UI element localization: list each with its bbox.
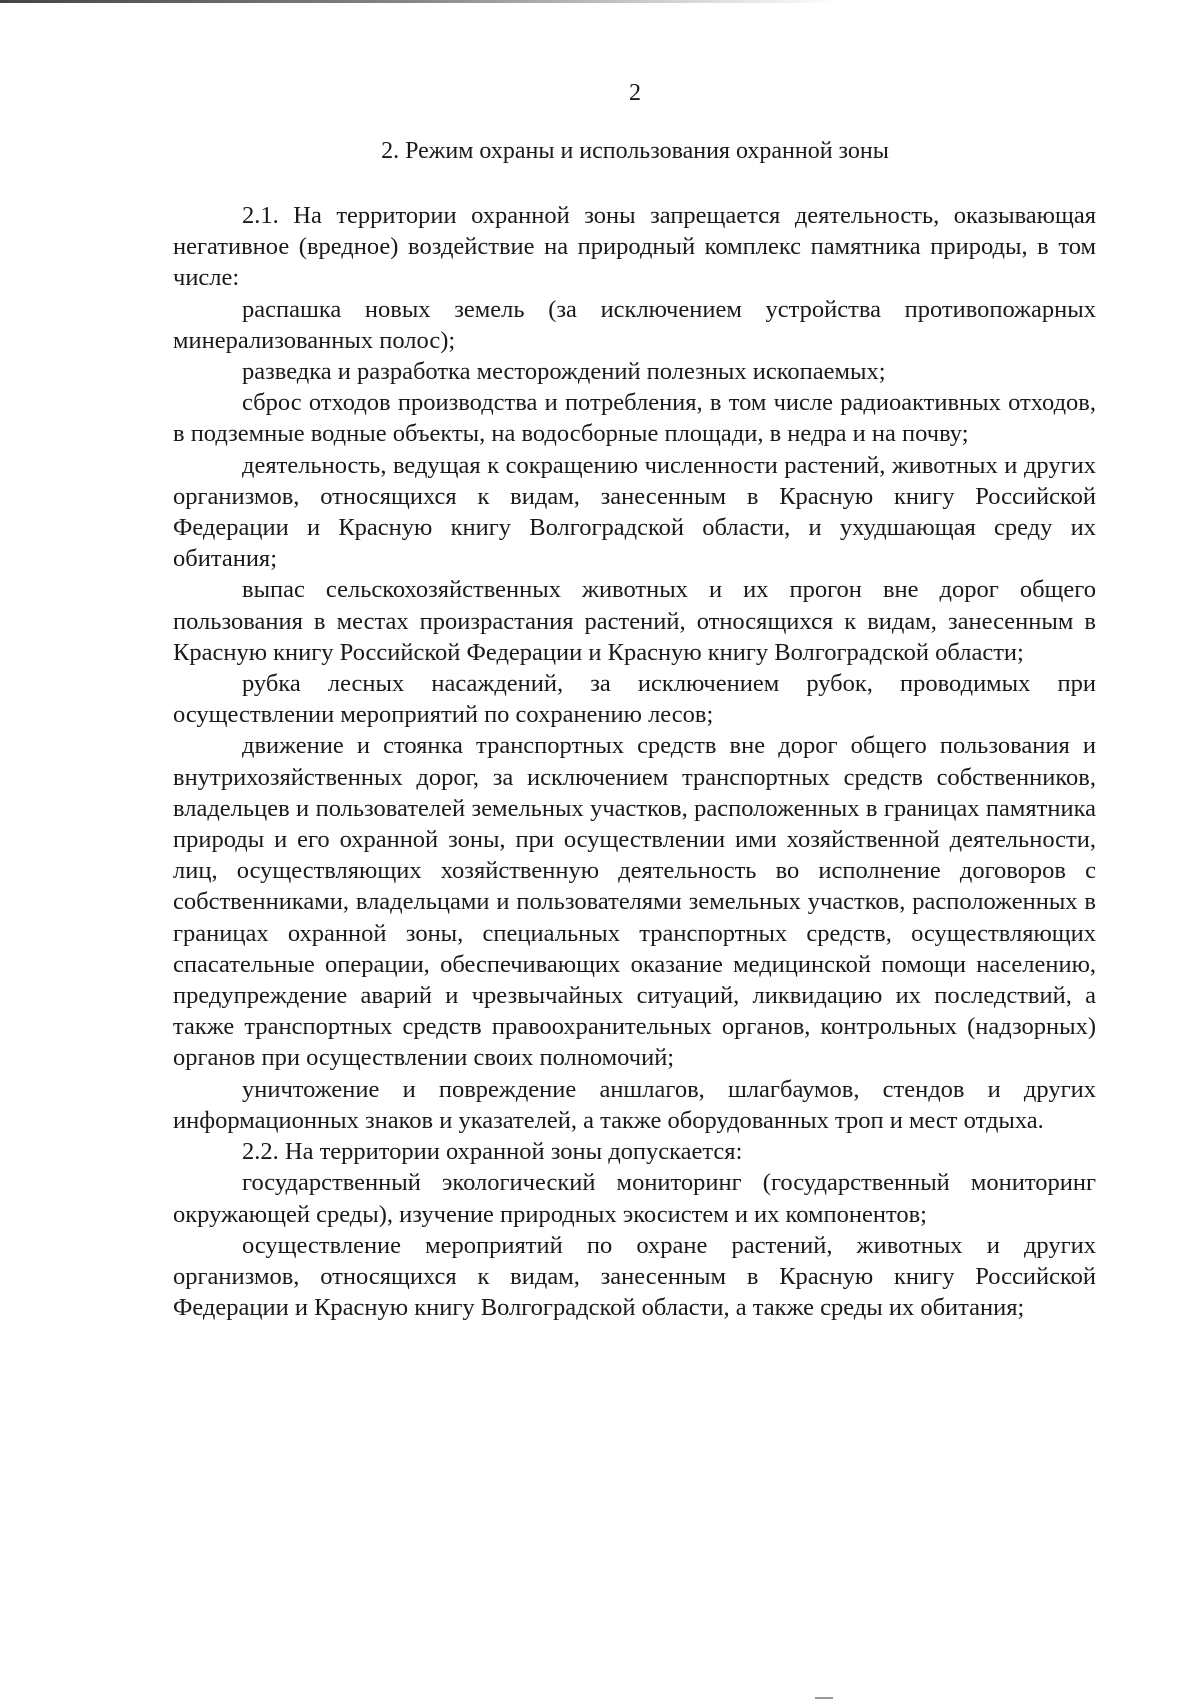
paragraph-species-reduction: деятельность, ведущая к сокращению численности растений, животных и других организмов, относящихся к видам, занесенным в Красную книгу Российской Федерации и Красную книгу Волгоградской области, и ухудшающая среду их обитания; (173, 451, 1096, 573)
paragraph-mining: разведка и разработка месторождений полезных ископаемых; (242, 358, 886, 386)
scan-artifact-mark (815, 1697, 833, 1699)
paragraph-monitoring: государственный экологический мониторинг (государственный мониторинг окружающей среды), изучение природных экосистем и их компонентов; (173, 1169, 1096, 1228)
paragraph-logging: рубка лесных насаждений, за исключением рубок, проводимых при осуществлении мероприятий по сохранению лесов; (173, 670, 1096, 729)
paragraph-grazing: выпас сельскохозяйственных животных и их прогон вне дорог общего пользования в местах произрастания растений, относящихся к видам, занесенным в Красную книгу Российской Федерации и Красную книгу Волгоградской области; (173, 576, 1096, 666)
paragraph-2-1-intro: 2.1. На территории охранной зоны запрещается деятельность, оказывающая негативное (вредное) воздействие на природный комплекс памятника природы, в том числе: (173, 202, 1096, 292)
scan-top-edge (0, 0, 1200, 3)
paragraph-species-protection: осуществление мероприятий по охране растений, животных и других организмов, относящихся к видам, занесенным в Красную книгу Российской Федерации и Красную книгу Волгоградской области, а также среды их обитания; (173, 1231, 1096, 1322)
section-title: 2. Режим охраны и использования охранной зоны (381, 138, 889, 164)
paragraph-sign-damage: уничтожение и повреждение аншлагов, шлагбаумов, стендов и других информационных знаков и указателей, а также оборудованных троп и мест отдыха. (173, 1075, 1096, 1134)
paragraph-vehicle-traffic: движение и стоянка транспортных средств вне дорог общего пользования и внутрихозяйственных дорог, за исключением транспортных средств собственников, владельцев и пользователей земельных участков, расположенных в границах памятника природы и его охранной зоны, при осуществлении ими хозяйственной деятельности, лиц, осуществляющих хозяйственную деятельность во исполнение договоров с собственниками, владельцами и пользователями земельных участков, расположенных в границах охранной зоны, специальных транспортных средств, осуществляющих спасательные операции, обеспечивающих оказание медицинской помощи населению, предупреждение аварий и чрезвычайных ситуаций, ликвидацию их последствий, а также транспортных средств правоохранительных органов, контрольных (надзорных) органов при осуществлении своих полномочий; (173, 732, 1096, 1072)
paragraph-waste-discharge: сброс отходов производства и потребления, в том числе радиоактивных отходов, в подземные водные объекты, на водосборные площади, в недра и на почву; (173, 389, 1096, 448)
paragraph-2-2-intro: 2.2. На территории охранной зоны допускается: (242, 1138, 743, 1166)
paragraph-plowing: распашка новых земель (за исключением устройства противопожарных минерализованных полос); (173, 295, 1096, 354)
page-number: 2 (629, 80, 641, 106)
document-body (173, 200, 1096, 1323)
